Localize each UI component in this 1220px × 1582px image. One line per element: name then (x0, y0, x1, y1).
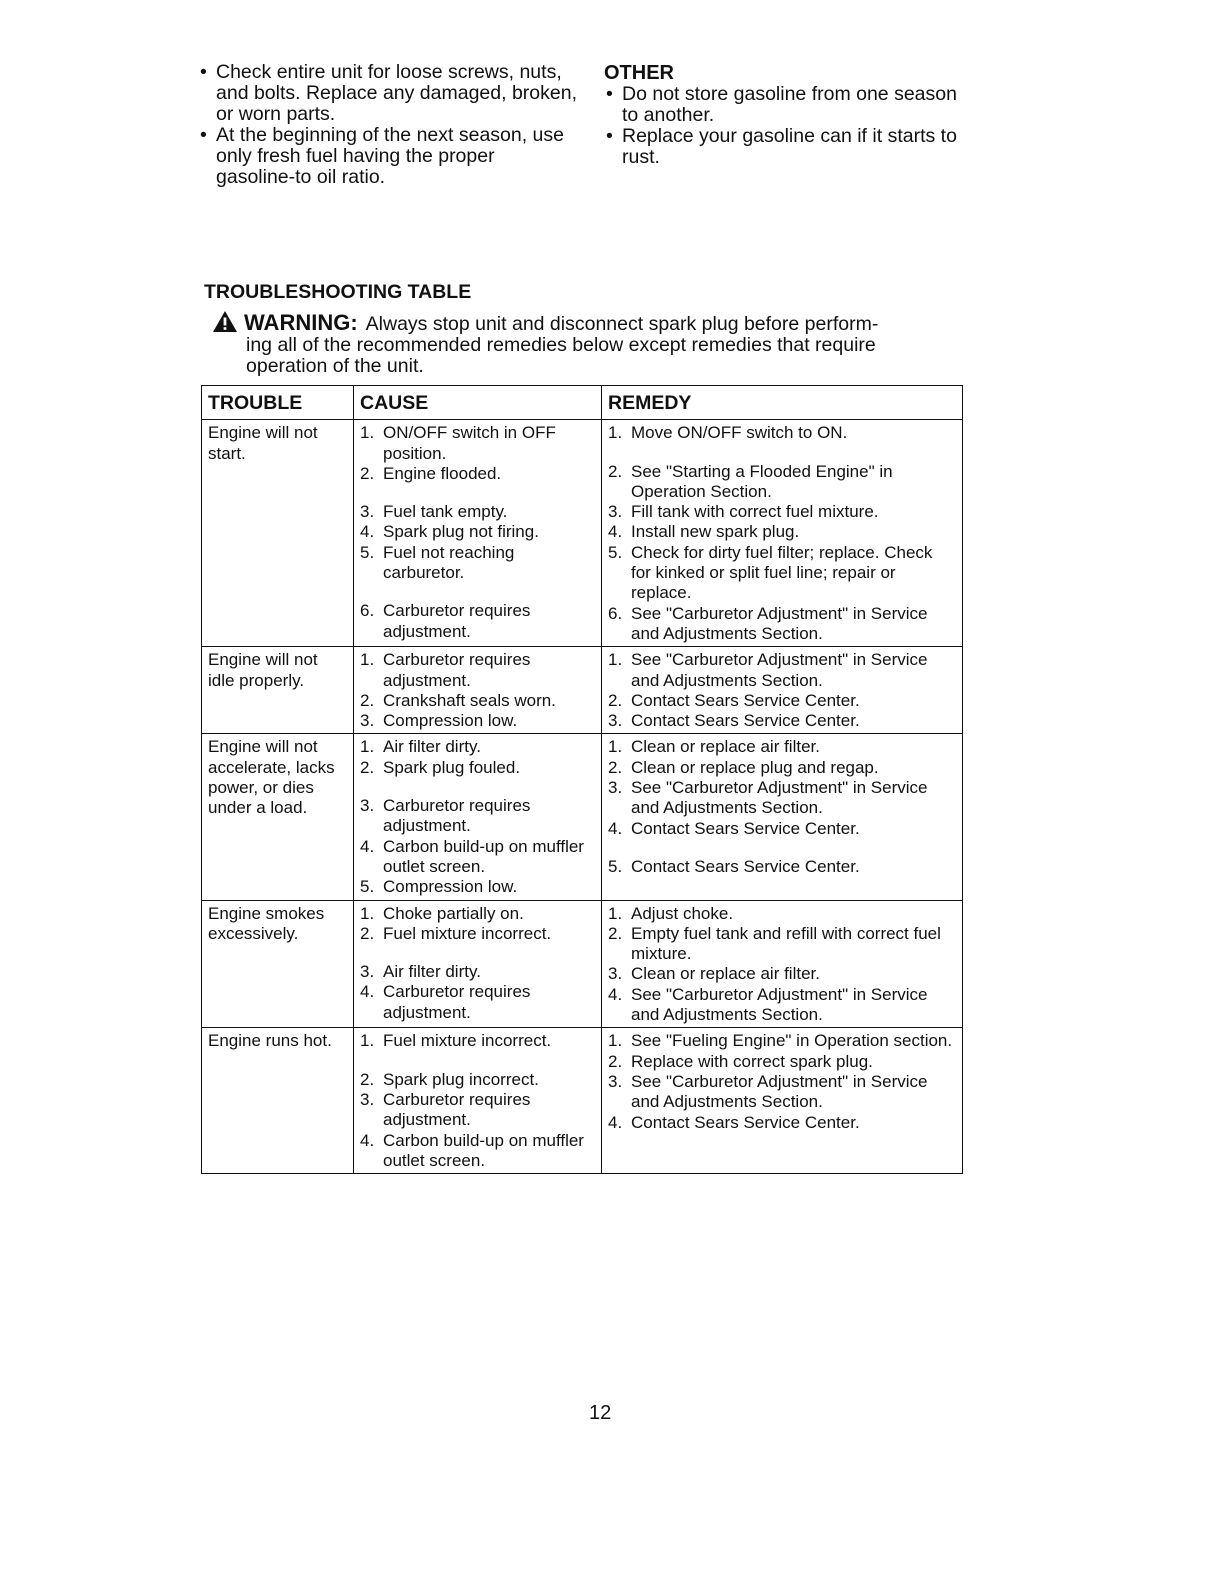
cause-item: 1. Fuel mixture incorrect. (360, 1031, 552, 1051)
remedy-cell (602, 734, 963, 900)
header-cause: CAUSE (354, 386, 602, 420)
remedy-item: 3. Fill tank with correct fuel mixture. (608, 502, 879, 522)
cause-item: 6. Carburetor requires adjustment. (360, 601, 531, 641)
remedy-item: 5. Check for dirty fuel filter; replace. Check for kinked or split fuel line; repair or replace. (608, 542, 933, 603)
cause-item: 3. Carburetor requires adjustment. (360, 1089, 531, 1130)
cause-item: 1. Carburetor requires adjustment. (360, 650, 531, 690)
table-row (202, 900, 963, 1028)
trouble-cell: Engine smokes excessively. (202, 900, 354, 1028)
troubleshooting-table (201, 385, 963, 1174)
remedy-item: 6. See "Carburetor Adjustment" in Service and Adjustments Section. (608, 603, 928, 643)
cause-item: 4. Carburetor requires adjustment. (360, 982, 531, 1022)
warning-label: WARNING: (244, 310, 358, 335)
cause-item: 2. Spark plug fouled. (360, 757, 521, 777)
cause-item: 4. Spark plug not firing. (360, 522, 539, 542)
remedy-item: 1. See "Carburetor Adjustment" in Service and Adjustments Section. (608, 650, 928, 690)
cause-item: 5. Fuel not reaching carburetor. (360, 542, 515, 583)
cause-item: 5. Compression low. (360, 877, 518, 897)
remedy-cell (602, 647, 963, 734)
cause-item: 1. Choke partially on. (360, 903, 524, 923)
warning-triangle-icon (212, 310, 238, 333)
remedy-item: 2. Clean or replace plug and regap. (608, 757, 879, 777)
table-row (202, 1028, 963, 1174)
bullet-item: • Replace your gasoline can if it starts to rust. (604, 126, 974, 168)
trouble-cell: Engine will not accelerate, lacks power, or dies under a load. (202, 734, 354, 900)
table-header-row (202, 386, 963, 420)
cause-cell (354, 1028, 602, 1174)
trouble-cell: Engine runs hot. (202, 1028, 354, 1174)
other-heading: OTHER (604, 62, 674, 84)
cause-cell (354, 420, 602, 647)
remedy-item: 3. See "Carburetor Adjustment" in Service and Adjustments Section. (608, 778, 928, 818)
remedy-item: 4. Contact Sears Service Center. (608, 1112, 860, 1132)
storage-instructions-left (198, 62, 578, 188)
bullet-item: • Do not store gasoline from one season to another. (604, 84, 974, 126)
remedy-item: 1. Clean or replace air filter. (608, 737, 820, 757)
cause-cell (354, 734, 602, 900)
table-row (202, 734, 963, 900)
cause-item: 4. Carbon build-up on muffler outlet screen. (360, 1130, 584, 1170)
bullet-item: • Check entire unit for loose screws, nuts, and bolts. Replace any damaged, broken, or worn parts. (198, 62, 578, 125)
storage-instructions-other (604, 62, 974, 168)
remedy-item: 4. Contact Sears Service Center. (608, 818, 860, 838)
remedy-item: 1. Move ON/OFF switch to ON. (608, 423, 848, 443)
header-trouble: TROUBLE (202, 386, 354, 420)
remedy-item: 2. Empty fuel tank and refill with correct fuel mixture. (608, 923, 941, 964)
trouble-cell: Engine will not start. (202, 420, 354, 647)
remedy-cell (602, 1028, 963, 1174)
cause-item: 3. Fuel tank empty. (360, 502, 508, 522)
remedy-item: 4. Install new spark plug. (608, 522, 800, 542)
table-row (202, 420, 963, 647)
cause-item: 3. Air filter dirty. (360, 962, 481, 982)
page-number: 12 (589, 1402, 612, 1424)
troubleshooting-title: TROUBLESHOOTING TABLE (204, 281, 472, 303)
cause-item: 2. Engine flooded. (360, 463, 502, 483)
header-remedy: REMEDY (602, 386, 963, 420)
remedy-item: 5. Contact Sears Service Center. (608, 856, 860, 876)
cause-item: 2. Spark plug incorrect. (360, 1069, 539, 1089)
bullet-item: • At the beginning of the next season, use only fresh fuel having the proper gasoline-to oil ratio. (198, 125, 578, 188)
cause-item: 2. Fuel mixture incorrect. (360, 923, 552, 943)
remedy-item: 1. See "Fueling Engine" in Operation section. (608, 1031, 953, 1051)
remedy-item: 2. Contact Sears Service Center. (608, 690, 860, 710)
cause-item: 4. Carbon build-up on muffler outlet screen. (360, 836, 584, 876)
cause-item: 1. ON/OFF switch in OFF position. (360, 423, 556, 463)
remedy-item: 2. See "Starting a Flooded Engine" in Operation Section. (608, 461, 893, 501)
cause-cell (354, 900, 602, 1028)
remedy-item: 3. See "Carburetor Adjustment" in Service and Adjustments Section. (608, 1071, 928, 1112)
remedy-item: 3. Contact Sears Service Center. (608, 711, 860, 731)
remedy-cell (602, 420, 963, 647)
cause-item: 2. Crankshaft seals worn. (360, 690, 556, 710)
remedy-cell (602, 900, 963, 1028)
warning-text-line1: Always stop unit and disconnect spark plug before perform- (365, 313, 879, 335)
cause-item: 1. Air filter dirty. (360, 737, 481, 757)
remedy-item: 1. Adjust choke. (608, 903, 734, 923)
trouble-cell: Engine will not idle properly. (202, 647, 354, 734)
remedy-item: 4. See "Carburetor Adjustment" in Service and Adjustments Section. (608, 984, 928, 1025)
remedy-item: 3. Clean or replace air filter. (608, 964, 820, 984)
cause-cell (354, 647, 602, 734)
warning-text-rest: ing all of the recommended remedies below except remedies that require operation of the unit. (246, 334, 876, 377)
remedy-item: 2. Replace with correct spark plug. (608, 1051, 873, 1071)
warning-block (212, 310, 962, 377)
cause-item: 3. Carburetor requires adjustment. (360, 796, 531, 836)
cause-item: 3. Compression low. (360, 711, 518, 731)
table-row (202, 647, 963, 734)
